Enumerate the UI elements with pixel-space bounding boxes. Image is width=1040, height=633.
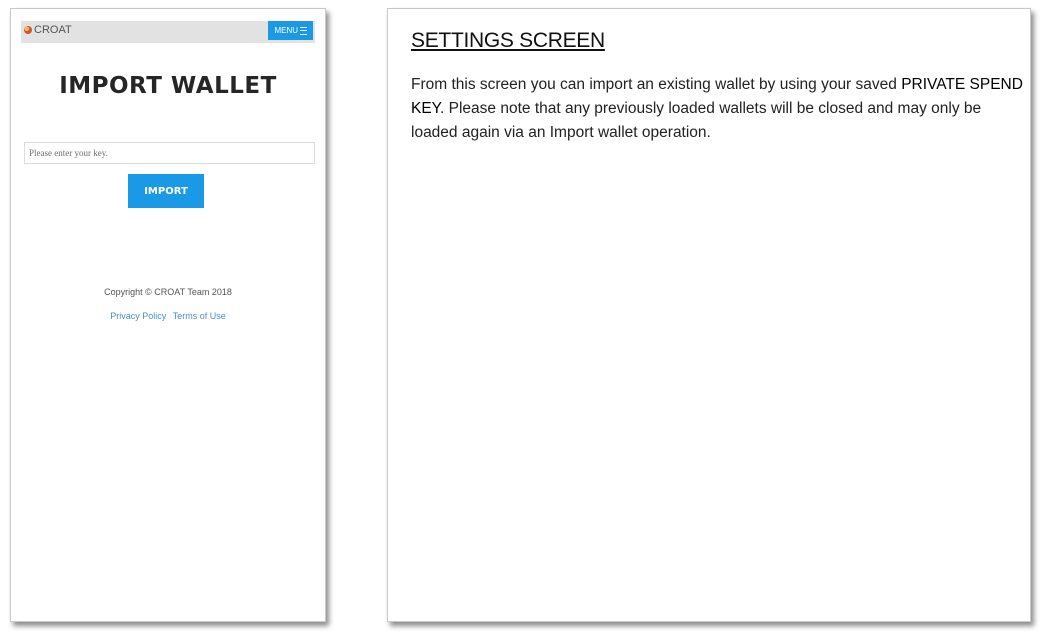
body-emphasis: PRIVATE SPEND KEY <box>411 76 1023 117</box>
panel-body <box>411 73 1023 145</box>
footer-links <box>11 311 325 321</box>
import-button[interactable]: IMPORT <box>128 174 204 208</box>
copyright-text: Copyright © CROAT Team 2018 <box>104 287 232 297</box>
body-text-1: From this screen you can import an existing wallet by using your saved <box>411 76 902 93</box>
croat-logo-icon <box>24 26 32 34</box>
key-input[interactable] <box>24 142 315 164</box>
logo-text: CROAT <box>34 24 72 36</box>
menu-button[interactable] <box>268 21 313 40</box>
description-panel <box>387 8 1031 622</box>
menu-label: MENU <box>274 26 298 35</box>
terms-of-use-link[interactable]: Terms of Use <box>172 311 226 321</box>
panel-title: SETTINGS SCREEN <box>411 29 605 52</box>
page-title: IMPORT WALLET <box>59 73 277 99</box>
body-text-2: . Please note that any previously loaded wallets will be closed and may only be loaded again via an Import wallet operation. <box>411 100 982 141</box>
hamburger-icon <box>300 27 307 35</box>
croat-logo[interactable] <box>24 24 72 36</box>
top-bar <box>21 21 315 43</box>
privacy-policy-link[interactable]: Privacy Policy <box>110 311 167 321</box>
phone-screenshot <box>10 8 326 622</box>
